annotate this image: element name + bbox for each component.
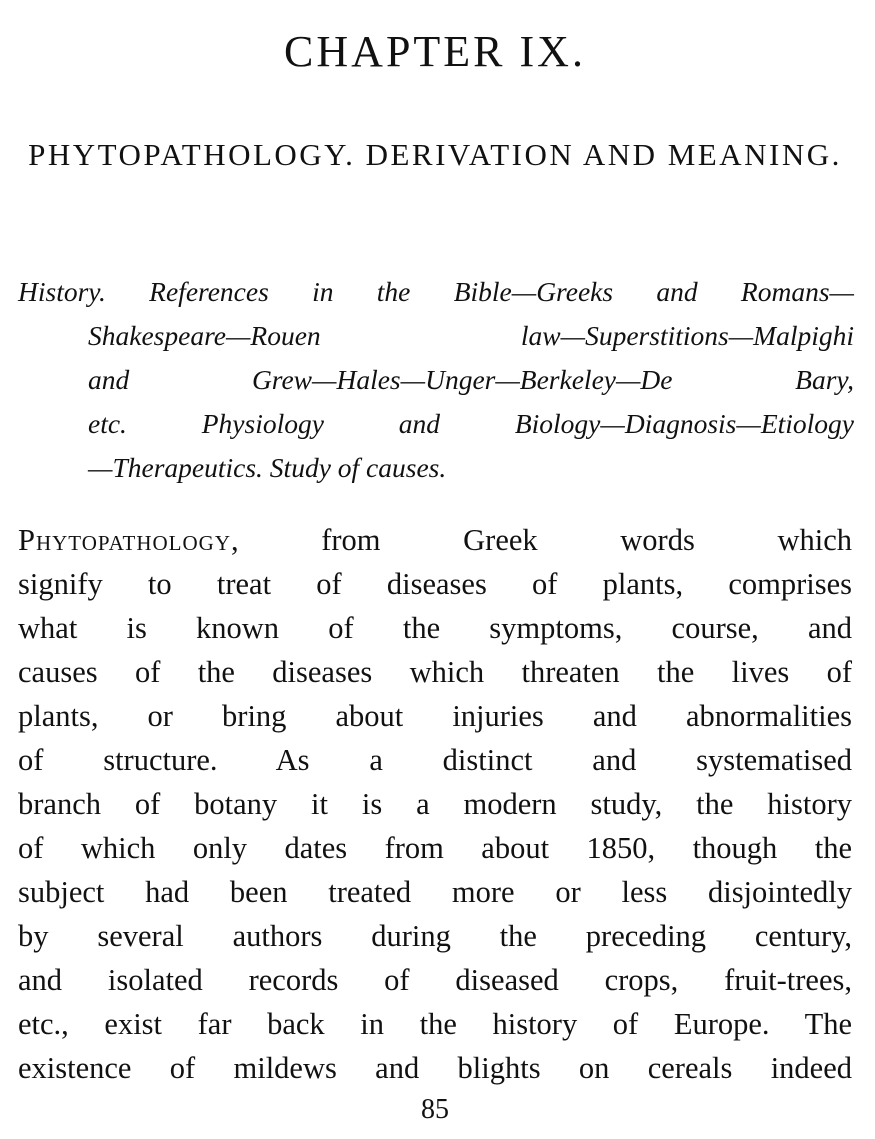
opening-word: Phytopathology bbox=[18, 523, 231, 557]
chapter-summary bbox=[18, 270, 854, 490]
body-line: branch of botany it is a modern study, the history bbox=[18, 787, 852, 821]
page-number: 85 bbox=[421, 1094, 449, 1125]
body-line: by several authors during the preceding century, bbox=[18, 919, 852, 953]
body-line: what is known of the symptoms, course, and bbox=[18, 611, 852, 645]
summary-line: History. References in the Bible—Greeks and Romans— bbox=[18, 276, 854, 307]
summary-line: and Grew—Hales—Unger—Berkeley—De Bary, bbox=[88, 364, 854, 395]
summary-line: Shakespeare—Rouen law—Superstitions—Malpighi bbox=[88, 320, 854, 351]
chapter-title: CHAPTER IX. bbox=[284, 27, 586, 76]
body-line: of which only dates from about 1850, though the bbox=[18, 831, 852, 865]
body-paragraph bbox=[18, 518, 852, 1090]
body-line: plants, or bring about injuries and abnormalities bbox=[18, 699, 852, 733]
body-line: causes of the diseases which threaten the lives of bbox=[18, 655, 852, 689]
body-line: etc., exist far back in the history of Europe. The bbox=[18, 1007, 852, 1041]
body-line: existence of mildews and blights on cereals indeed bbox=[18, 1051, 852, 1085]
chapter-subtitle: PHYTOPATHOLOGY. DERIVATION AND MEANING. bbox=[28, 137, 842, 172]
summary-line: etc. Physiology and Biology—Diagnosis—Etiology bbox=[88, 408, 854, 439]
body-line: and isolated records of diseased crops, fruit-trees, bbox=[18, 963, 852, 997]
summary-line: —Therapeutics. Study of causes. bbox=[88, 452, 447, 483]
body-line: subject had been treated more or less disjointedly bbox=[18, 875, 852, 909]
first-line-rest: , from Greek words which bbox=[230, 523, 852, 557]
body-line: signify to treat of diseases of plants, comprises bbox=[18, 567, 852, 601]
body-line: of structure. As a distinct and systematised bbox=[18, 743, 852, 777]
body-line-first bbox=[18, 518, 852, 562]
